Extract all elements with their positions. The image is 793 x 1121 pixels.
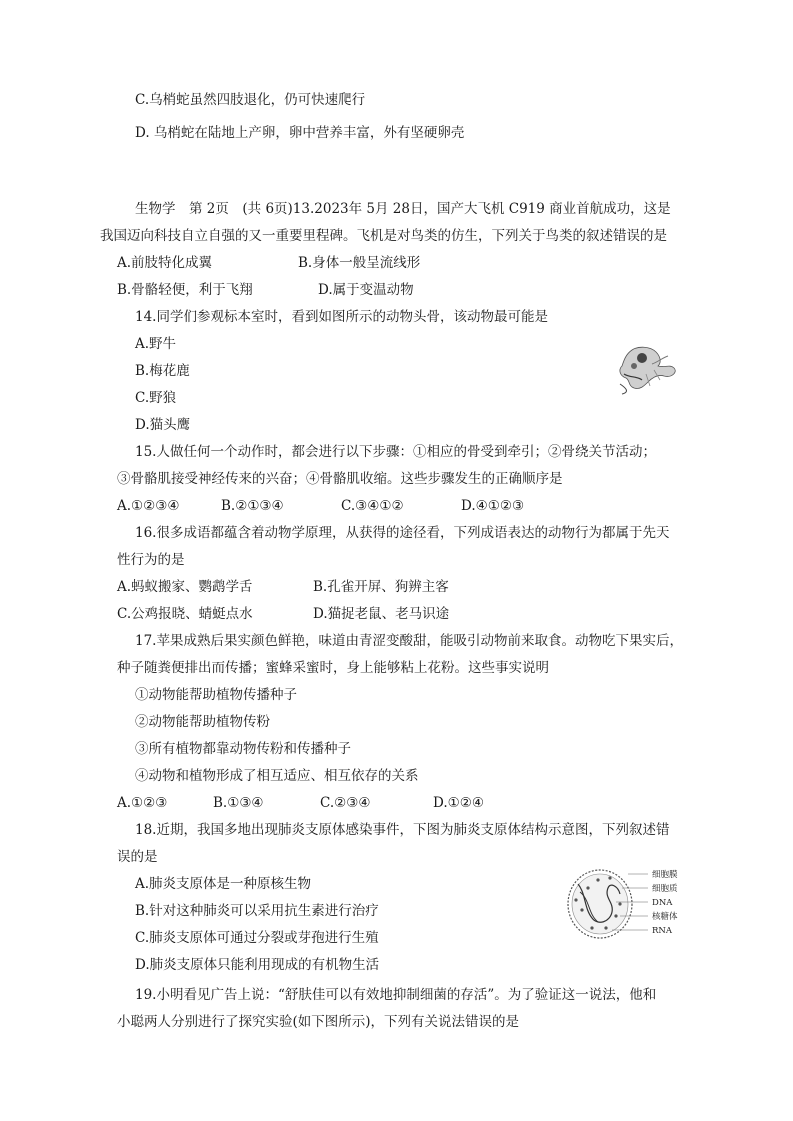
question-16-line2: 性行为的是 xyxy=(117,552,185,568)
question-14-stem: 14.同学们参观标本室时，看到如图所示的动物头骨，该动物最可能是 xyxy=(135,309,548,325)
option-d-prev: D. 乌梢蛇在陆地上产卵，卵中营养丰富，外有坚硬卵壳 xyxy=(135,125,465,141)
question-18-line1: 18.近期，我国多地出现肺炎支原体感染事件，下图为肺炎支原体结构示意图，下列叙述错 xyxy=(135,822,670,838)
q15-option-d: D.④①②③ xyxy=(461,498,525,514)
q14-option-a: A.野牛 xyxy=(135,336,177,352)
q18-option-b: B.针对这种肺炎可以采用抗生素进行治疗 xyxy=(135,903,379,919)
question-17-line1: 17.苹果成熟后果实颜色鲜艳，味道由青涩变酸甜，能吸引动物前来取食。动物吃下果实后， xyxy=(135,633,683,649)
q18-option-c: C.肺炎支原体可通过分裂或芽孢进行生殖 xyxy=(135,930,379,946)
q17-option-b: B.①③④ xyxy=(213,795,264,811)
q16-option-c: C.公鸡报晓、蜻蜓点水 xyxy=(117,606,253,622)
q16-option-a: A.蚂蚁搬家、鹦鹉学舌 xyxy=(117,579,253,595)
q15-option-c: C.③④①② xyxy=(341,498,404,514)
q16-option-d: D.猫捉老鼠、老马识途 xyxy=(313,606,450,622)
question-19-line1: 19.小明看见广告上说：“舒肤佳可以有效地抑制细菌的存活”。为了验证这一说法，他和 xyxy=(135,987,657,1003)
figure-label-dna: DNA xyxy=(652,898,673,908)
mycoplasma-structure-figure xyxy=(562,864,694,946)
q13-option-d: D.属于变温动物 xyxy=(318,282,414,298)
q14-option-d: D.猫头鹰 xyxy=(135,417,191,433)
question-13-line2: 我国迈向科技自立自强的又一重要里程碑。飞机是对鸟类的仿生，下列关于鸟类的叙述错误的是 xyxy=(100,228,667,244)
option-c-prev: C.乌梢蛇虽然四肢退化，仍可快速爬行 xyxy=(135,92,366,108)
q14-option-c: C.野狼 xyxy=(135,390,177,406)
q13-option-c: B.骨骼轻便，利于飞翔 xyxy=(117,282,253,298)
question-15-line1: 15.人做任何一个动作时，都会进行以下步骤：①相应的骨受到牵引；②骨绕关节活动； xyxy=(135,444,656,460)
q17-statement-3: ③所有植物都靠动物传粉和传播种子 xyxy=(135,741,351,757)
question-16-line1: 16.很多成语都蕴含着动物学原理，从获得的途径看，下列成语表达的动物行为都属于先天 xyxy=(135,525,670,541)
q13-option-b: B.身体一般呈流线形 xyxy=(298,255,421,271)
question-13-line1 xyxy=(135,200,671,218)
q17-statement-2: ②动物能帮助植物传粉 xyxy=(135,714,270,730)
q17-option-a: A.①②③ xyxy=(117,795,168,811)
q15-option-a: A.①②③④ xyxy=(117,498,180,514)
q15-option-b: B.②①③④ xyxy=(221,498,284,514)
q17-option-d: D.①②④ xyxy=(433,795,484,811)
figure-label-rna: RNA xyxy=(652,926,672,936)
q14-option-b: B.梅花鹿 xyxy=(135,363,190,379)
q13-option-a: A.前肢特化成翼 xyxy=(117,255,213,271)
question-15-line2: ③骨骼肌接受神经传来的兴奋；④骨骼肌收缩。这些步骤发生的正确顺序是 xyxy=(117,471,563,487)
animal-skull-figure xyxy=(612,344,684,396)
q13-stem-part1: 13.2023年 5月 28日，国产大飞机 C919 商业首航成功，这是 xyxy=(292,201,671,217)
q16-option-b: B.孔雀开屏、狗辨主客 xyxy=(313,579,449,595)
figure-label-membrane: 细胞膜 xyxy=(652,870,678,880)
q17-statement-1: ①动物能帮助植物传播种子 xyxy=(135,687,297,703)
figure-label-ribosome: 核糖体 xyxy=(652,912,678,922)
question-18-line2: 误的是 xyxy=(117,849,158,865)
q17-option-c: C.②③④ xyxy=(320,795,371,811)
question-17-line2: 种子随粪便排出而传播；蜜蜂采蜜时，身上能够粘上花粉。这些事实说明 xyxy=(117,660,549,676)
q17-statement-4: ④动物和植物形成了相互适应、相互依存的关系 xyxy=(135,768,419,784)
page-header: 生物学 第 2页 (共 6页) xyxy=(135,201,293,217)
q18-option-d: D.肺炎支原体只能利用现成的有机物生活 xyxy=(135,957,380,973)
question-19-line2: 小聪两人分别进行了探究实验(如下图所示)，下列有关说法错误的是 xyxy=(117,1014,520,1030)
q18-option-a: A.肺炎支原体是一种原核生物 xyxy=(135,876,312,892)
figure-label-cytoplasm: 细胞质 xyxy=(652,884,678,894)
